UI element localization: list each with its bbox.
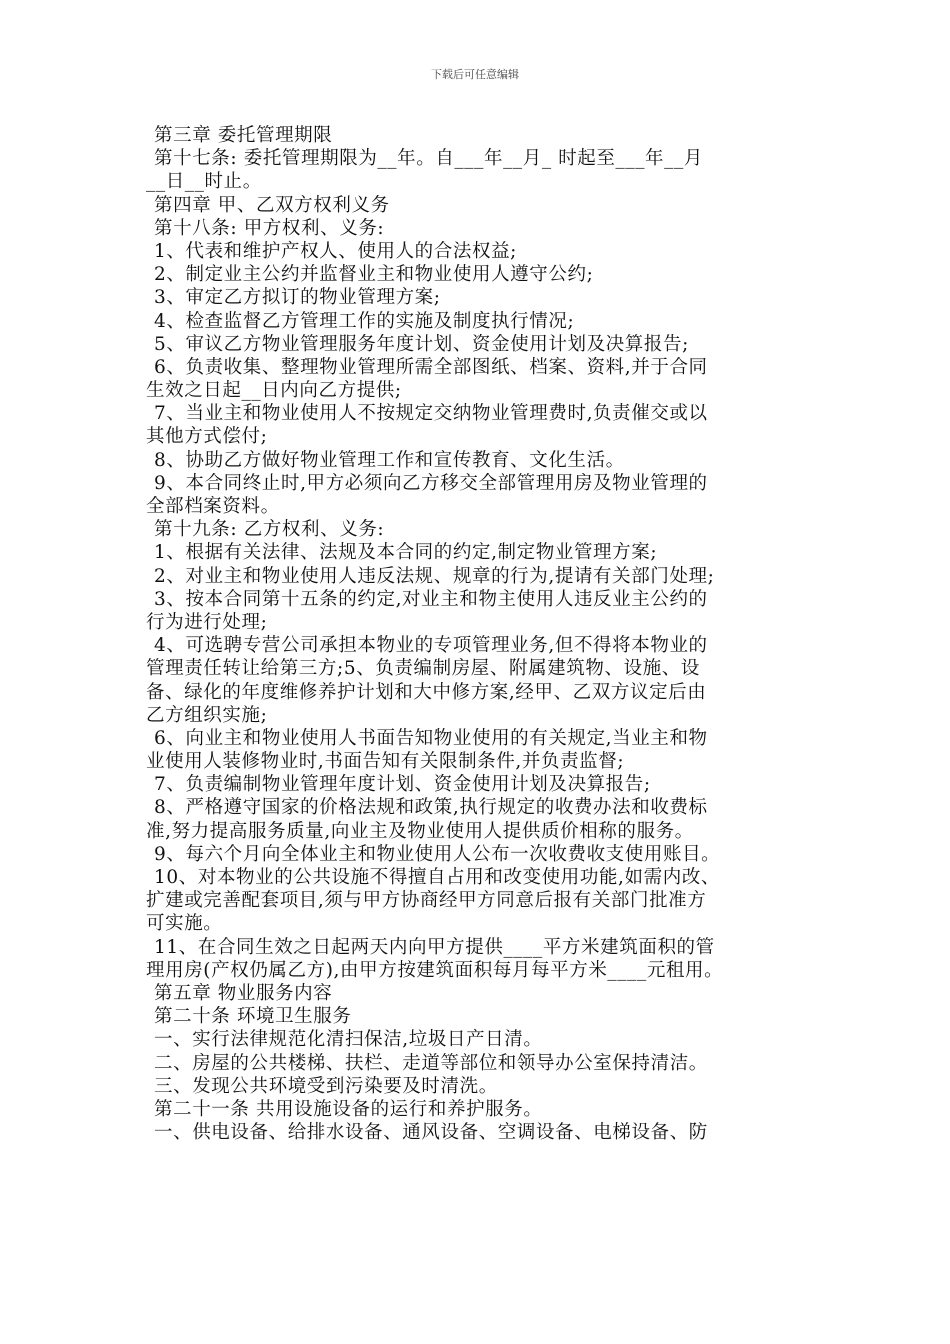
text-line: 第十九条: 乙方权利、义务:	[154, 519, 385, 541]
document-body	[146, 124, 814, 1144]
text-line: 4、检查监督乙方管理工作的实施及制度执行情况;	[154, 310, 575, 332]
text-line: 可实施。	[146, 913, 223, 935]
text-line: 准,努力提高服务质量,向业主及物业使用人提供质价相称的服务。	[146, 820, 694, 842]
text-line: 全部档案资料。	[146, 496, 280, 517]
text-line: 8、协助乙方做好物业管理工作和宣传教育、文化生活。	[154, 449, 625, 471]
text-line: 行为进行处理;	[146, 611, 268, 633]
header-watermark: 下载后可任意编辑	[431, 68, 519, 81]
text-line: 10、对本物业的公共设施不得擅自占用和改变使用功能,如需内改、	[154, 867, 721, 888]
text-line: 9、本合同终止时,甲方必须向乙方移交全部管理用房及物业管理的	[154, 472, 708, 494]
text-line: 二、房屋的公共楼梯、扶栏、走道等部位和领导办公室保持清洁。	[154, 1052, 708, 1074]
text-line: 业使用人装修物业时,书面告知有关限制条件,并负责监督;	[146, 751, 625, 773]
text-line: 第四章 甲、乙双方权利义务	[154, 194, 390, 216]
text-line: 第二十条 环境卫生服务	[154, 1006, 352, 1028]
text-line: 管理责任转让给第三方;5、负责编制房屋、附属建筑物、设施、设	[146, 658, 701, 680]
text-line: 生效之日起__日内向乙方提供;	[146, 380, 402, 402]
text-line: 三、发现公共环境受到污染要及时清洗。	[154, 1075, 498, 1097]
text-line: 7、负责编制物业管理年度计划、资金使用计划及决算报告;	[154, 774, 651, 796]
text-line: 5、审议乙方物业管理服务年度计划、资金使用计划及决算报告;	[154, 333, 689, 355]
text-line: 7、当业主和物业使用人不按规定交纳物业管理费时,负责催交或以	[154, 403, 708, 425]
text-line: 8、严格遵守国家的价格法规和政策,执行规定的收费办法和收费标	[154, 797, 708, 819]
text-line: 11、在合同生效之日起两天内向甲方提供____平方米建筑面积的管	[154, 936, 715, 958]
text-line: 1、代表和维护产权人、使用人的合法权益;	[154, 240, 518, 262]
text-line: 6、向业主和物业使用人书面告知物业使用的有关规定,当业主和物	[154, 727, 708, 749]
text-line: __日__时止。	[146, 171, 262, 193]
text-line: 2、制定业主公约并监督业主和物业使用人遵守公约;	[154, 264, 594, 286]
text-line: 第十八条: 甲方权利、义务:	[154, 217, 385, 239]
text-line: 第三章 委托管理期限	[154, 125, 333, 146]
text-line: 2、对业主和物业使用人违反法规、规章的行为,提请有关部门处理;	[154, 565, 715, 587]
text-line: 第二十一条 共用设施设备的运行和养护服务。	[154, 1098, 543, 1120]
text-line: 第五章 物业服务内容	[154, 982, 333, 1004]
text-line: 3、审定乙方拟订的物业管理方案;	[154, 287, 441, 309]
text-line: 9、每六个月向全体业主和物业使用人公布一次收费收支使用账目。	[154, 843, 721, 865]
text-line: 一、实行法律规范化清扫保洁,垃圾日产日清。	[154, 1029, 543, 1051]
text-line: 备、绿化的年度维修养护计划和大中修方案,经甲、乙双方议定后由	[146, 681, 707, 703]
text-line: 第十七条: 委托管理期限为__年。自___年__月_ 时起至___年__月	[154, 148, 703, 170]
text-line: 扩建或完善配套项目,须与甲方协商经甲方同意后报有关部门批准方	[146, 890, 707, 912]
text-line: 乙方组织实施;	[146, 704, 268, 726]
text-line: 一、供电设备、给排水设备、通风设备、空调设备、电梯设备、防	[154, 1122, 708, 1144]
text-line: 3、按本合同第十五条的约定,对业主和物主使用人违反业主公约的	[154, 588, 708, 610]
text-line: 1、根据有关法律、法规及本合同的约定,制定物业管理方案;	[154, 542, 658, 564]
text-line: 4、可选聘专营公司承担本物业的专项管理业务,但不得将本物业的	[154, 635, 708, 657]
text-line: 其他方式偿付;	[146, 426, 268, 448]
text-line: 6、负责收集、整理物业管理所需全部图纸、档案、资料,并于合同	[154, 356, 708, 378]
text-line: 理用房(产权仍属乙方),由甲方按建筑面积每月每平方米____元租用。	[146, 959, 724, 981]
